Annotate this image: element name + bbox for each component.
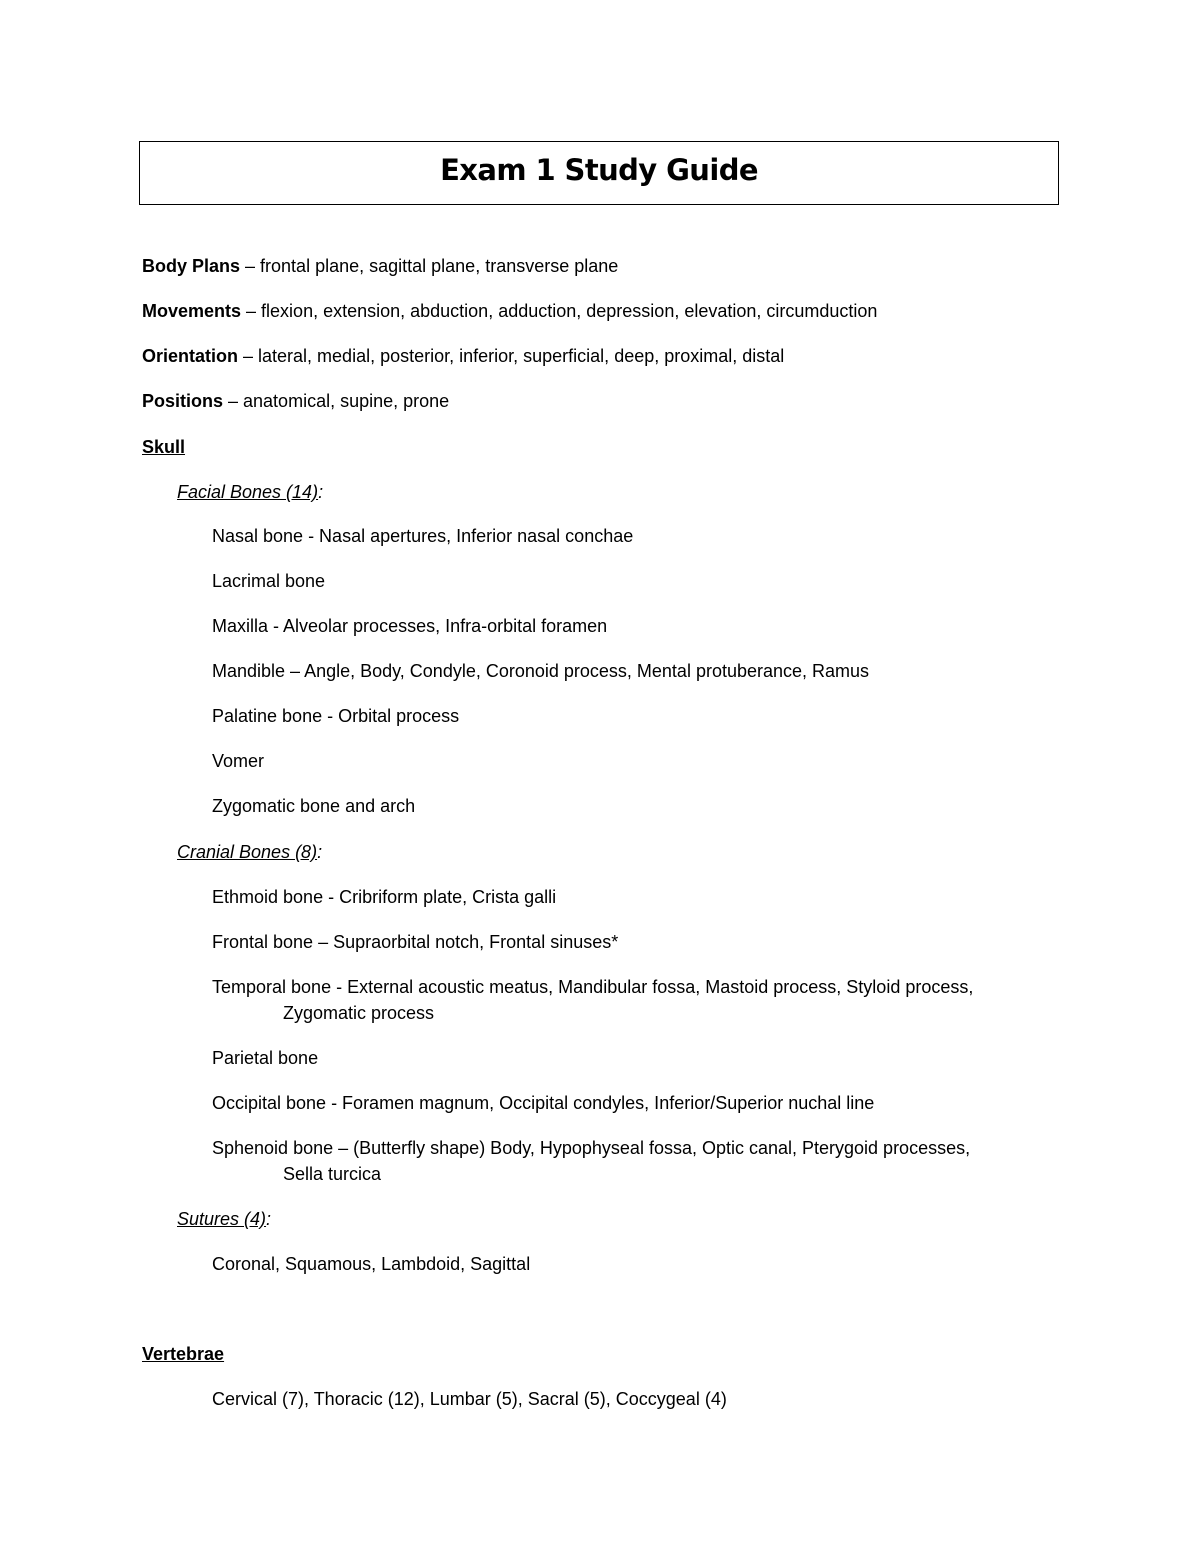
cranial-bone-item: Ethmoid bone - Cribriform plate, Crista galli: [212, 887, 557, 907]
facial-bone-item: Maxilla - Alveolar processes, Infra-orbital foramen: [212, 616, 608, 636]
orientation-line: [142, 345, 784, 367]
sutures-heading: Sutures (4): [177, 1209, 267, 1229]
cranial-bone-item: Temporal bone - External acoustic meatus, Mandibular fossa, Mastoid process, Styloid process,: [212, 977, 974, 997]
facial-bone-item: Mandible – Angle, Body, Condyle, Coronoid process, Mental protuberance, Ramus: [212, 661, 870, 681]
sutures-colon: :: [266, 1209, 272, 1229]
suture-item: Coronal, Squamous, Lambdoid, Sagittal: [212, 1254, 531, 1274]
vertebrae-heading: Vertebrae: [142, 1344, 225, 1364]
facial-bone-item: Zygomatic bone and arch: [212, 796, 416, 816]
cranial-bones-colon: :: [317, 842, 323, 862]
facial-bone-item: Nasal bone - Nasal apertures, Inferior nasal conchae: [212, 526, 634, 546]
facial-bone-item: Lacrimal bone: [212, 571, 326, 591]
facial-bones-heading-line: [177, 481, 323, 503]
skull-heading: Skull: [142, 437, 186, 457]
positions-detail: – anatomical, supine, prone: [223, 391, 450, 411]
cranial-bone-item: Frontal bone – Supraorbital notch, Frontal sinuses*: [212, 932, 619, 952]
facial-bone-item: Vomer: [212, 751, 265, 771]
movements-detail: – flexion, extension, abduction, adduction, depression, elevation, circumduction: [241, 301, 878, 321]
facial-bone-item: Palatine bone - Orbital process: [212, 706, 460, 726]
movements-line: [142, 300, 877, 322]
orientation-detail: – lateral, medial, posterior, inferior, superficial, deep, proximal, distal: [238, 346, 785, 366]
cranial-bone-item-continuation: Sella turcica: [283, 1164, 382, 1184]
vertebrae-item: Cervical (7), Thoracic (12), Lumbar (5), Sacral (5), Coccygeal (4): [212, 1389, 727, 1409]
orientation-term: Orientation: [142, 346, 239, 366]
cranial-bone-item: Sphenoid bone – (Butterfly shape) Body, Hypophyseal fossa, Optic canal, Pterygoid processes,: [212, 1138, 971, 1158]
sutures-heading-line: [177, 1208, 271, 1230]
positions-term: Positions: [142, 391, 224, 411]
cranial-bone-item-continuation: Zygomatic process: [283, 1003, 435, 1023]
body-plans-detail: – frontal plane, sagittal plane, transverse plane: [240, 256, 619, 276]
title-box: [139, 141, 1059, 205]
positions-line: [142, 390, 449, 412]
cranial-bone-item: Occipital bone - Foramen magnum, Occipital condyles, Inferior/Superior nuchal line: [212, 1093, 875, 1113]
body-plans-term: Body Plans: [142, 256, 241, 276]
cranial-bone-item: Parietal bone: [212, 1048, 319, 1068]
facial-bones-heading: Facial Bones (14): [177, 482, 319, 502]
cranial-bones-heading: Cranial Bones (8): [177, 842, 318, 862]
movements-term: Movements: [142, 301, 242, 321]
body-plans-line: [142, 255, 618, 277]
facial-bones-colon: :: [318, 482, 324, 502]
cranial-bones-heading-line: [177, 841, 322, 863]
document-title: Exam 1 Study Guide: [440, 153, 758, 187]
